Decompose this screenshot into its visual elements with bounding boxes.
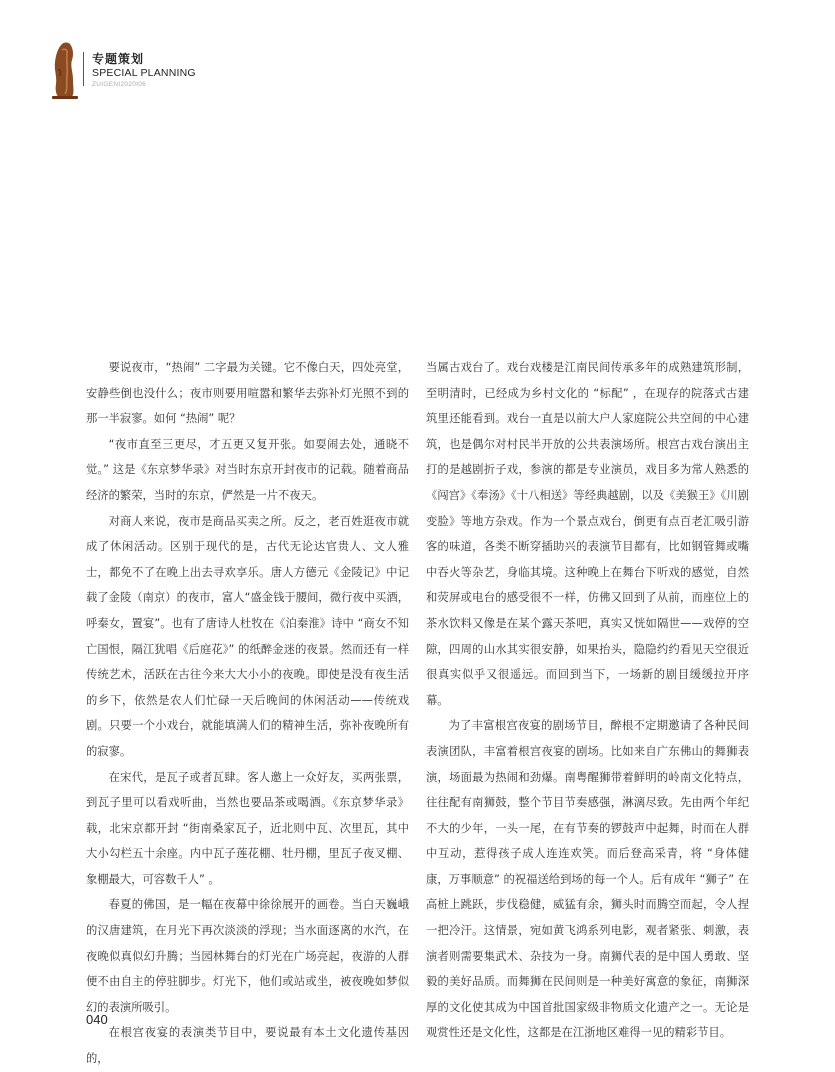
root-carving-icon xyxy=(44,40,84,100)
section-title-en: SPECIAL PLANNING xyxy=(92,67,196,79)
issue-code: ZUIGENI2020I06 xyxy=(92,81,147,88)
paragraph: 春夏的佛国，是一幅在夜幕中徐徐展开的画卷。当白天巍峨的汉唐建筑，在月光下再次淡淡的浮现；当水面逐离的水汽，在夜晚似真似幻升腾；当园林舞台的灯光在广场亮起，夜游的人群便不由自主的停驻脚步。灯光下，他们或站或坐，被夜晚如梦似幻的表演所吸引。 xyxy=(86,898,409,1014)
paragraph: “夜市直至三更尽，才五更又复开张。如耍闹去处，通晓不觉。” 这是《东京梦华录》对当时东京开封夜市的记载。随着商品经济的繁荣，当时的东京，俨然是一片不夜天。 xyxy=(86,437,409,502)
paragraph: 要说夜市，“热闹” 二字最为关键。它不像白天，四处亮堂，安静些倒也没什么；夜市则要用喧嚣和繁华去弥补灯光照不到的那一半寂寥。如何 “热闹” 呢？ xyxy=(86,361,409,426)
paragraph: 当属古戏台了。戏台戏楼是江南民间传承多年的成熟建筑形制，至明清时，已经成为乡村文化的 “标配” ，在现存的院落式古建筑里还能看到。戏台一直是以前大户人家庭院公共空间的中心建筑，也是偶尔对村民半开放的公共表演场所。根宫古戏台演出主打的是越剧折子戏，参演的都是专业演员，戏目多为常人熟悉的《闯宫》《奉汤》《十八相送》等经典越剧，以及《美猴王》《川剧变脸》等地方杂戏。作为一个景点戏台，倒更有点百老汇吸引游客的味道，各类不断穿插助兴的表演节目都有，比如钢管舞或嘴中吞火等杂艺，身临其境。这种晚上在舞台下听戏的感觉，自然和荧屏或电台的感受很不一样，仿佛又回到了从前，而座位上的茶水饮料又像是在某个露天茶吧，真实又恍如隔世——戏停的空隙，四周的山水其实很安静，如果抬头，隐隐约约看见天空很近很真实似乎又很遥远。而回到当下，一场新的剧目缓缓拉开序幕。 xyxy=(426,361,749,707)
left-column xyxy=(86,355,409,1072)
paragraph: 在根宫夜宴的表演类节目中，要说最有本土文化遗传基因的， xyxy=(86,1026,409,1066)
header-divider xyxy=(83,52,84,86)
section-title-cn: 专题策划 xyxy=(92,52,145,66)
paragraph: 在宋代，是瓦子或者瓦肆。客人邀上一众好友，买两张票，到瓦子里可以看戏听曲，当然也要品茶或喝酒。《东京梦华录》载，北宋京都开封 “街南桑家瓦子，近北则中瓦、次里瓦，其中大小勾栏五十余座。内中瓦子莲花棚、牡丹棚，里瓦子夜叉棚、象棚最大，可容数千人” 。 xyxy=(86,770,409,886)
page-number: 040 xyxy=(86,1012,108,1027)
paragraph: 为了丰富根宫夜宴的剧场节目，醉根不定期邀请了各种民间表演团队，丰富着根宫夜宴的剧场。比如来自广东佛山的舞狮表演，场面最为热闹和劲爆。南粤醒狮带着鲜明的岭南文化特点，往往配有南狮鼓，整个节目节奏感强，淋漓尽致。先由两个年纪不大的少年，一头一尾，在有节奏的锣鼓声中起舞，时而在人群中互动，惹得孩子成人连连欢笑。而后登高采青，将 “身体健康，万事顺意” 的祝福送给到场的每一个人。后有成年 “狮子” 在高桩上跳跃，步伐稳健，威猛有余，狮头时而腾空而起，令人捏一把冷汗。这情景，宛如黄飞鸿系列电影，观者紧张、刺激，表演者则需要集武术、杂技为一身。南狮代表的是中国人勇敢、坚毅的美好品质。而舞狮在民间则是一种美好寓意的象征，南狮深厚的文化使其成为中国首批国家级非物质文化遗产之一。无论是观赏性还是文化性，这都是在江浙地区难得一见的精彩节目。 xyxy=(426,719,749,1040)
paragraph: 对商人来说，夜市是商品买卖之所。反之，老百姓逛夜市就成了休闲活动。区别于现代的是，古代无论达官贵人、文人雅士，都免不了在晚上出去寻欢享乐。唐人方德元《金陵记》中记载了金陵（南京）的夜市，富人“盛金钱于腰间，微行夜中买酒，呼秦女，置宴”。也有了唐诗人杜牧在《泊秦淮》诗中 “商女不知亡国恨，隔江犹唱《后庭花》” 的纸醉金迷的夜景。然而还有一样传统艺术，活跃在古往今来大大小小的夜晚。即使是没有夜生活的乡下，依然是农人们忙碌一天后晚间的休闲活动——传统戏剧。只要一个小戏台，就能填满人们的精神生活，弥补夜晚所有的寂寥。 xyxy=(86,514,409,758)
right-column xyxy=(426,355,749,1046)
